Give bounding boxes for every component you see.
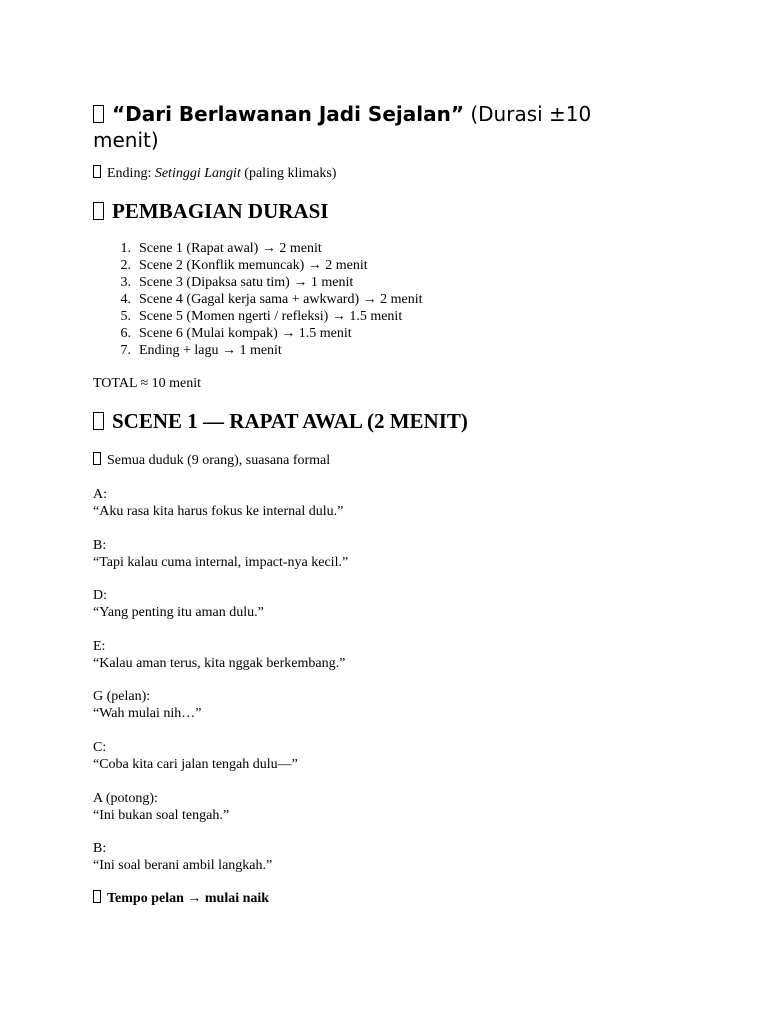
- dialogue-line: “Ini soal berani ambil langkah.”: [93, 858, 273, 873]
- dialogue-line: “Ini bukan soal tengah.”: [93, 808, 230, 823]
- dialogue-line: “Aku rasa kita harus fokus ke internal dulu.”: [93, 504, 344, 519]
- list-number: 3.: [120, 275, 131, 290]
- list-text: Scene 4 (Gagal kerja sama + awkward) → 2 menit: [139, 292, 423, 307]
- list-item: [93, 308, 423, 325]
- speaker: G (pelan):: [93, 689, 151, 704]
- dialogue-block: [93, 537, 348, 571]
- missing-glyph-icon: [93, 165, 101, 178]
- speaker: B:: [93, 841, 107, 856]
- missing-glyph-icon: [93, 452, 101, 465]
- title-quote: “Dari Berlawanan Jadi Sejalan”: [112, 102, 464, 126]
- dialogue-block: [93, 688, 202, 722]
- dialogue-block: [93, 638, 345, 672]
- dialogue-line: “Tapi kalau cuma internal, impact-nya kecil.”: [93, 555, 349, 570]
- missing-glyph-icon: [93, 412, 104, 430]
- ending-song: Setinggi Langit: [154, 166, 241, 181]
- missing-glyph-icon: [93, 202, 104, 220]
- ending-label: Ending:: [107, 166, 155, 181]
- missing-glyph-icon: [93, 105, 104, 123]
- speaker: A:: [93, 487, 107, 502]
- speaker: E:: [93, 639, 106, 654]
- scene-note-text: Semua duduk (9 orang), suasana formal: [107, 453, 331, 468]
- list-item: [93, 274, 423, 291]
- list-item: [93, 342, 423, 359]
- durasi-heading-text: PEMBAGIAN DURASI: [112, 199, 329, 223]
- dialogue-line: “Kalau aman terus, kita nggak berkembang.”: [93, 656, 346, 671]
- list-item: [93, 240, 423, 257]
- section-heading-scene1: [93, 409, 468, 434]
- document-title: [93, 101, 653, 153]
- list-text: Scene 5 (Momen ngerti / refleksi) → 1.5 menit: [139, 309, 403, 324]
- list-text: Ending + lagu → 1 menit: [139, 343, 282, 358]
- speaker: B:: [93, 538, 107, 553]
- dialogue-block: [93, 486, 343, 520]
- list-item: [93, 257, 423, 274]
- list-text: Scene 1 (Rapat awal) → 2 menit: [139, 241, 322, 256]
- list-item: [93, 325, 423, 342]
- dialogue-block: [93, 840, 272, 874]
- total-duration: TOTAL ≈ 10 menit: [93, 376, 202, 391]
- tempo-note: [93, 890, 269, 907]
- missing-glyph-icon: [93, 890, 101, 903]
- dialogue-block: [93, 587, 264, 621]
- ending-line: [93, 165, 336, 182]
- speaker: A (potong):: [93, 791, 158, 806]
- scene1-heading-text: SCENE 1 — RAPAT AWAL (2 MENIT): [112, 409, 468, 433]
- dialogue-line: “Coba kita cari jalan tengah dulu—”: [93, 757, 298, 772]
- list-item: [93, 291, 423, 308]
- dialogue-block: [93, 790, 229, 824]
- list-number: 6.: [120, 326, 131, 341]
- ending-note: (paling klimaks): [240, 166, 337, 181]
- list-text: Scene 2 (Konflik memuncak) → 2 menit: [139, 258, 368, 273]
- dialogue-line: “Wah mulai nih…”: [93, 706, 202, 721]
- speaker: C:: [93, 740, 107, 755]
- list-number: 5.: [120, 309, 131, 324]
- speaker: D:: [93, 588, 107, 603]
- title-duration: (Durasi ±10 menit): [93, 102, 592, 152]
- list-text: Scene 3 (Dipaksa satu tim) → 1 menit: [139, 275, 354, 290]
- scene-note: [93, 452, 330, 469]
- list-number: 2.: [120, 258, 131, 273]
- section-heading-durasi: [93, 199, 328, 224]
- dialogue-line: “Yang penting itu aman dulu.”: [93, 605, 264, 620]
- dialogue-block: [93, 739, 298, 773]
- tempo-text: Tempo pelan → mulai naik: [107, 891, 270, 906]
- list-text: Scene 6 (Mulai kompak) → 1.5 menit: [139, 326, 352, 341]
- durasi-list: [93, 240, 423, 359]
- list-number: 7.: [120, 343, 131, 358]
- list-number: 1.: [120, 241, 131, 256]
- list-number: 4.: [120, 292, 131, 307]
